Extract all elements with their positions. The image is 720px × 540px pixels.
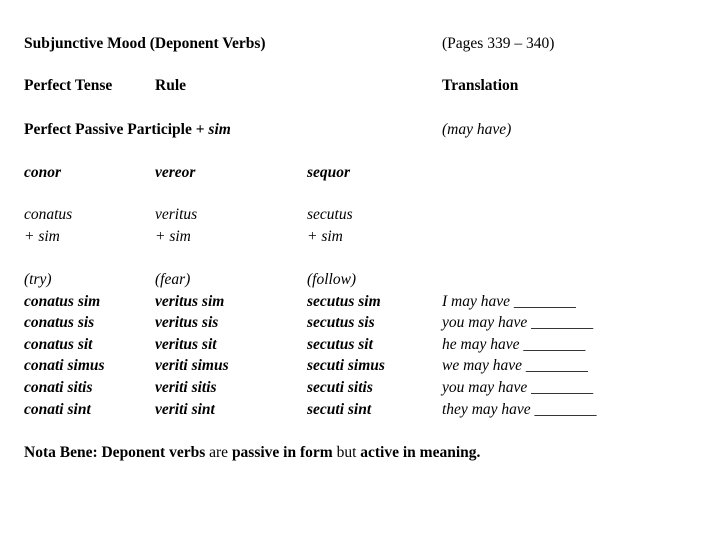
verb-form: secutus sit [307, 335, 373, 353]
verb-lemma: sequor [307, 164, 351, 181]
translation-line: he may have ________ [442, 335, 586, 353]
verb-form: conati simus [24, 357, 105, 375]
verb-lemma: conor [24, 164, 62, 181]
nota-bene-text: but [332, 444, 361, 461]
participle: conatus [24, 206, 73, 223]
page-reference: (Pages 339 – 340) [442, 35, 555, 52]
verb-form: veriti sint [155, 400, 215, 418]
participle-block [307, 204, 353, 247]
translation-line: they may have ________ [442, 400, 597, 418]
plus-sim: + sim [307, 227, 343, 245]
verb-form: conati sitis [24, 378, 93, 396]
participle-block [24, 204, 72, 247]
verb-form: conatus sis [24, 314, 95, 332]
page-title: Subjunctive Mood (Deponent Verbs) [24, 35, 266, 52]
verb-form: veritus sit [155, 335, 217, 353]
verb-meaning: (follow) [307, 271, 357, 288]
verb-form: veritus sim [155, 292, 225, 310]
nota-bene-text: : Deponent verbs [92, 444, 206, 461]
verb-form: secuti sitis [307, 378, 373, 396]
plus-sim: + sim [155, 227, 191, 245]
conjugation-column [155, 269, 229, 420]
verb-form: veritus sis [155, 314, 219, 332]
rule-translation: (may have) [442, 121, 512, 138]
verb-form: conatus sit [24, 335, 93, 353]
participle-block [155, 204, 197, 247]
rule-sim: sim [208, 121, 231, 138]
translation-line: you may have ________ [442, 378, 594, 396]
verb-form: secuti simus [307, 357, 385, 375]
participle: veritus [155, 206, 198, 223]
nota-bene-text: . [476, 444, 481, 461]
verb-form: conatus sim [24, 292, 101, 310]
verb-meaning: (fear) [155, 271, 191, 288]
conjugation-column [24, 269, 105, 420]
conjugation-column [307, 269, 385, 420]
nota-bene-emphasis: passive in form [231, 444, 333, 461]
verb-meaning: (try) [24, 271, 52, 288]
translation-line: we may have ________ [442, 357, 588, 375]
verb-form: conati sint [24, 400, 91, 418]
rule-label: Rule [155, 77, 186, 94]
nota-bene-text: are [205, 444, 232, 461]
translation-line: I may have ________ [442, 292, 576, 310]
nota-bene [24, 442, 480, 464]
nota-bene-label: Nota Bene [24, 444, 93, 461]
verb-form: secutus sim [307, 292, 381, 310]
verb-form: secutus sis [307, 314, 375, 332]
nota-bene-emphasis: active in meaning [360, 444, 477, 461]
verb-lemma: vereor [155, 164, 196, 181]
verb-form: secuti sint [307, 400, 372, 418]
translation-line: you may have ________ [442, 314, 594, 332]
translation-column [442, 291, 597, 421]
participle: secutus [307, 206, 353, 223]
verb-form: veriti sitis [155, 378, 217, 396]
plus-sim: + sim [24, 227, 60, 245]
verb-form: veriti simus [155, 357, 229, 375]
tense-label: Perfect Tense [24, 77, 113, 94]
rule-formula: Perfect Passive Participle + [24, 121, 209, 138]
translation-label: Translation [442, 77, 519, 94]
rule-text [24, 119, 231, 141]
